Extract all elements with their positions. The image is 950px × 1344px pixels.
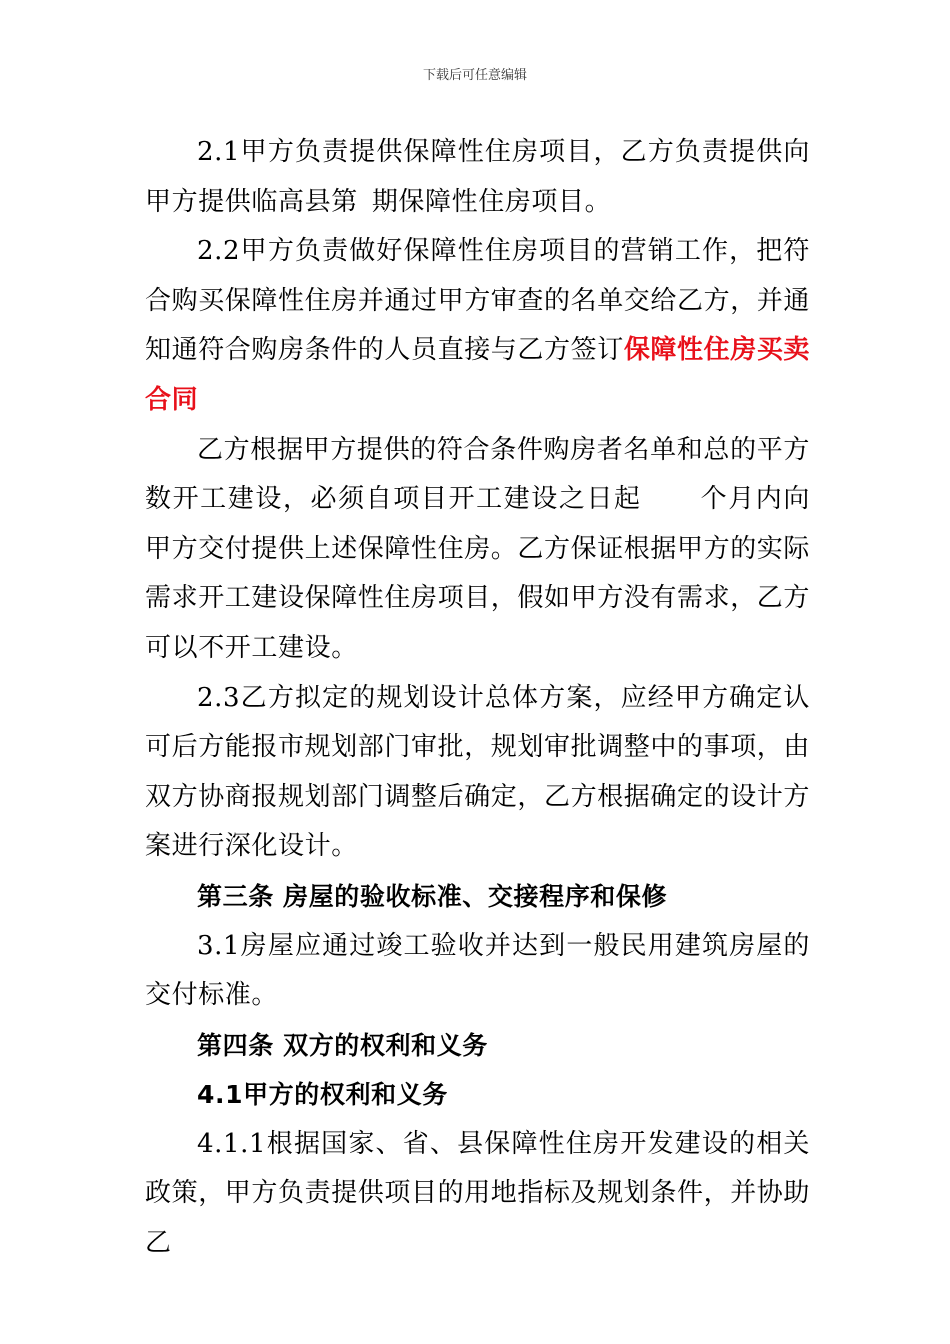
- document-body: [145, 128, 810, 1269]
- paragraph-2-1-text-a: 2.1甲方负责提供保障性住房项目，乙方负责提供向甲方提供临高县第: [145, 137, 810, 217]
- paragraph-2-2: [145, 227, 810, 425]
- paragraph-2-3: 2.3乙方拟定的规划设计总体方案，应经甲方确定认可后方能报市规划部门审批，规划审批调整中的事项，由双方协商报规划部门调整后确定，乙方根据确定的设计方案进行深化设计。: [145, 682, 811, 862]
- paragraph-3-1: 3.1房屋应通过竣工验收并达到一般民用建筑房屋的交付标准。: [145, 930, 810, 1011]
- paragraph-construction-text-a: 乙方根据甲方提供的符合条件购房者名单和总的平方数开工建设，必须自项目开工建设之日起: [145, 434, 810, 515]
- article-3-heading: 第三条 房屋的验收标准、交接程序和保修: [197, 881, 668, 911]
- paragraph-4-1-1: 4.1.1根据国家、省、县保障性住房开发建设的相关政策，甲方负责提供项目的用地指标及规划条件，并协助乙: [145, 1128, 811, 1259]
- paragraph-2-2-text: 2.2甲方负责做好保障性住房项目的营销工作，把符合购买保障性住房并通过甲方审查的名单交给乙方，并通知通符合购房条件的人员直接与乙方签订: [145, 236, 811, 366]
- contract-name-highlight: 保障性住房买卖合同: [145, 335, 811, 415]
- section-4-1-heading: 4.1甲方的权利和义务: [197, 1080, 448, 1110]
- paragraph-construction: [145, 426, 810, 674]
- paragraph-2-1: [145, 128, 810, 227]
- article-4-heading: 第四条 双方的权利和义务: [197, 1030, 488, 1060]
- paragraph-2-1-text-b: 期保障性住房项目。: [371, 186, 612, 217]
- page-header-note: 下载后可任意编辑: [422, 68, 527, 83]
- paragraph-construction-text-b: 个月内向甲方交付提供上述保障性住房。乙方保证根据甲方的实际需求开工建设保障性住房项目，假如甲方没有需求，乙方可以不开工建设。: [145, 484, 811, 663]
